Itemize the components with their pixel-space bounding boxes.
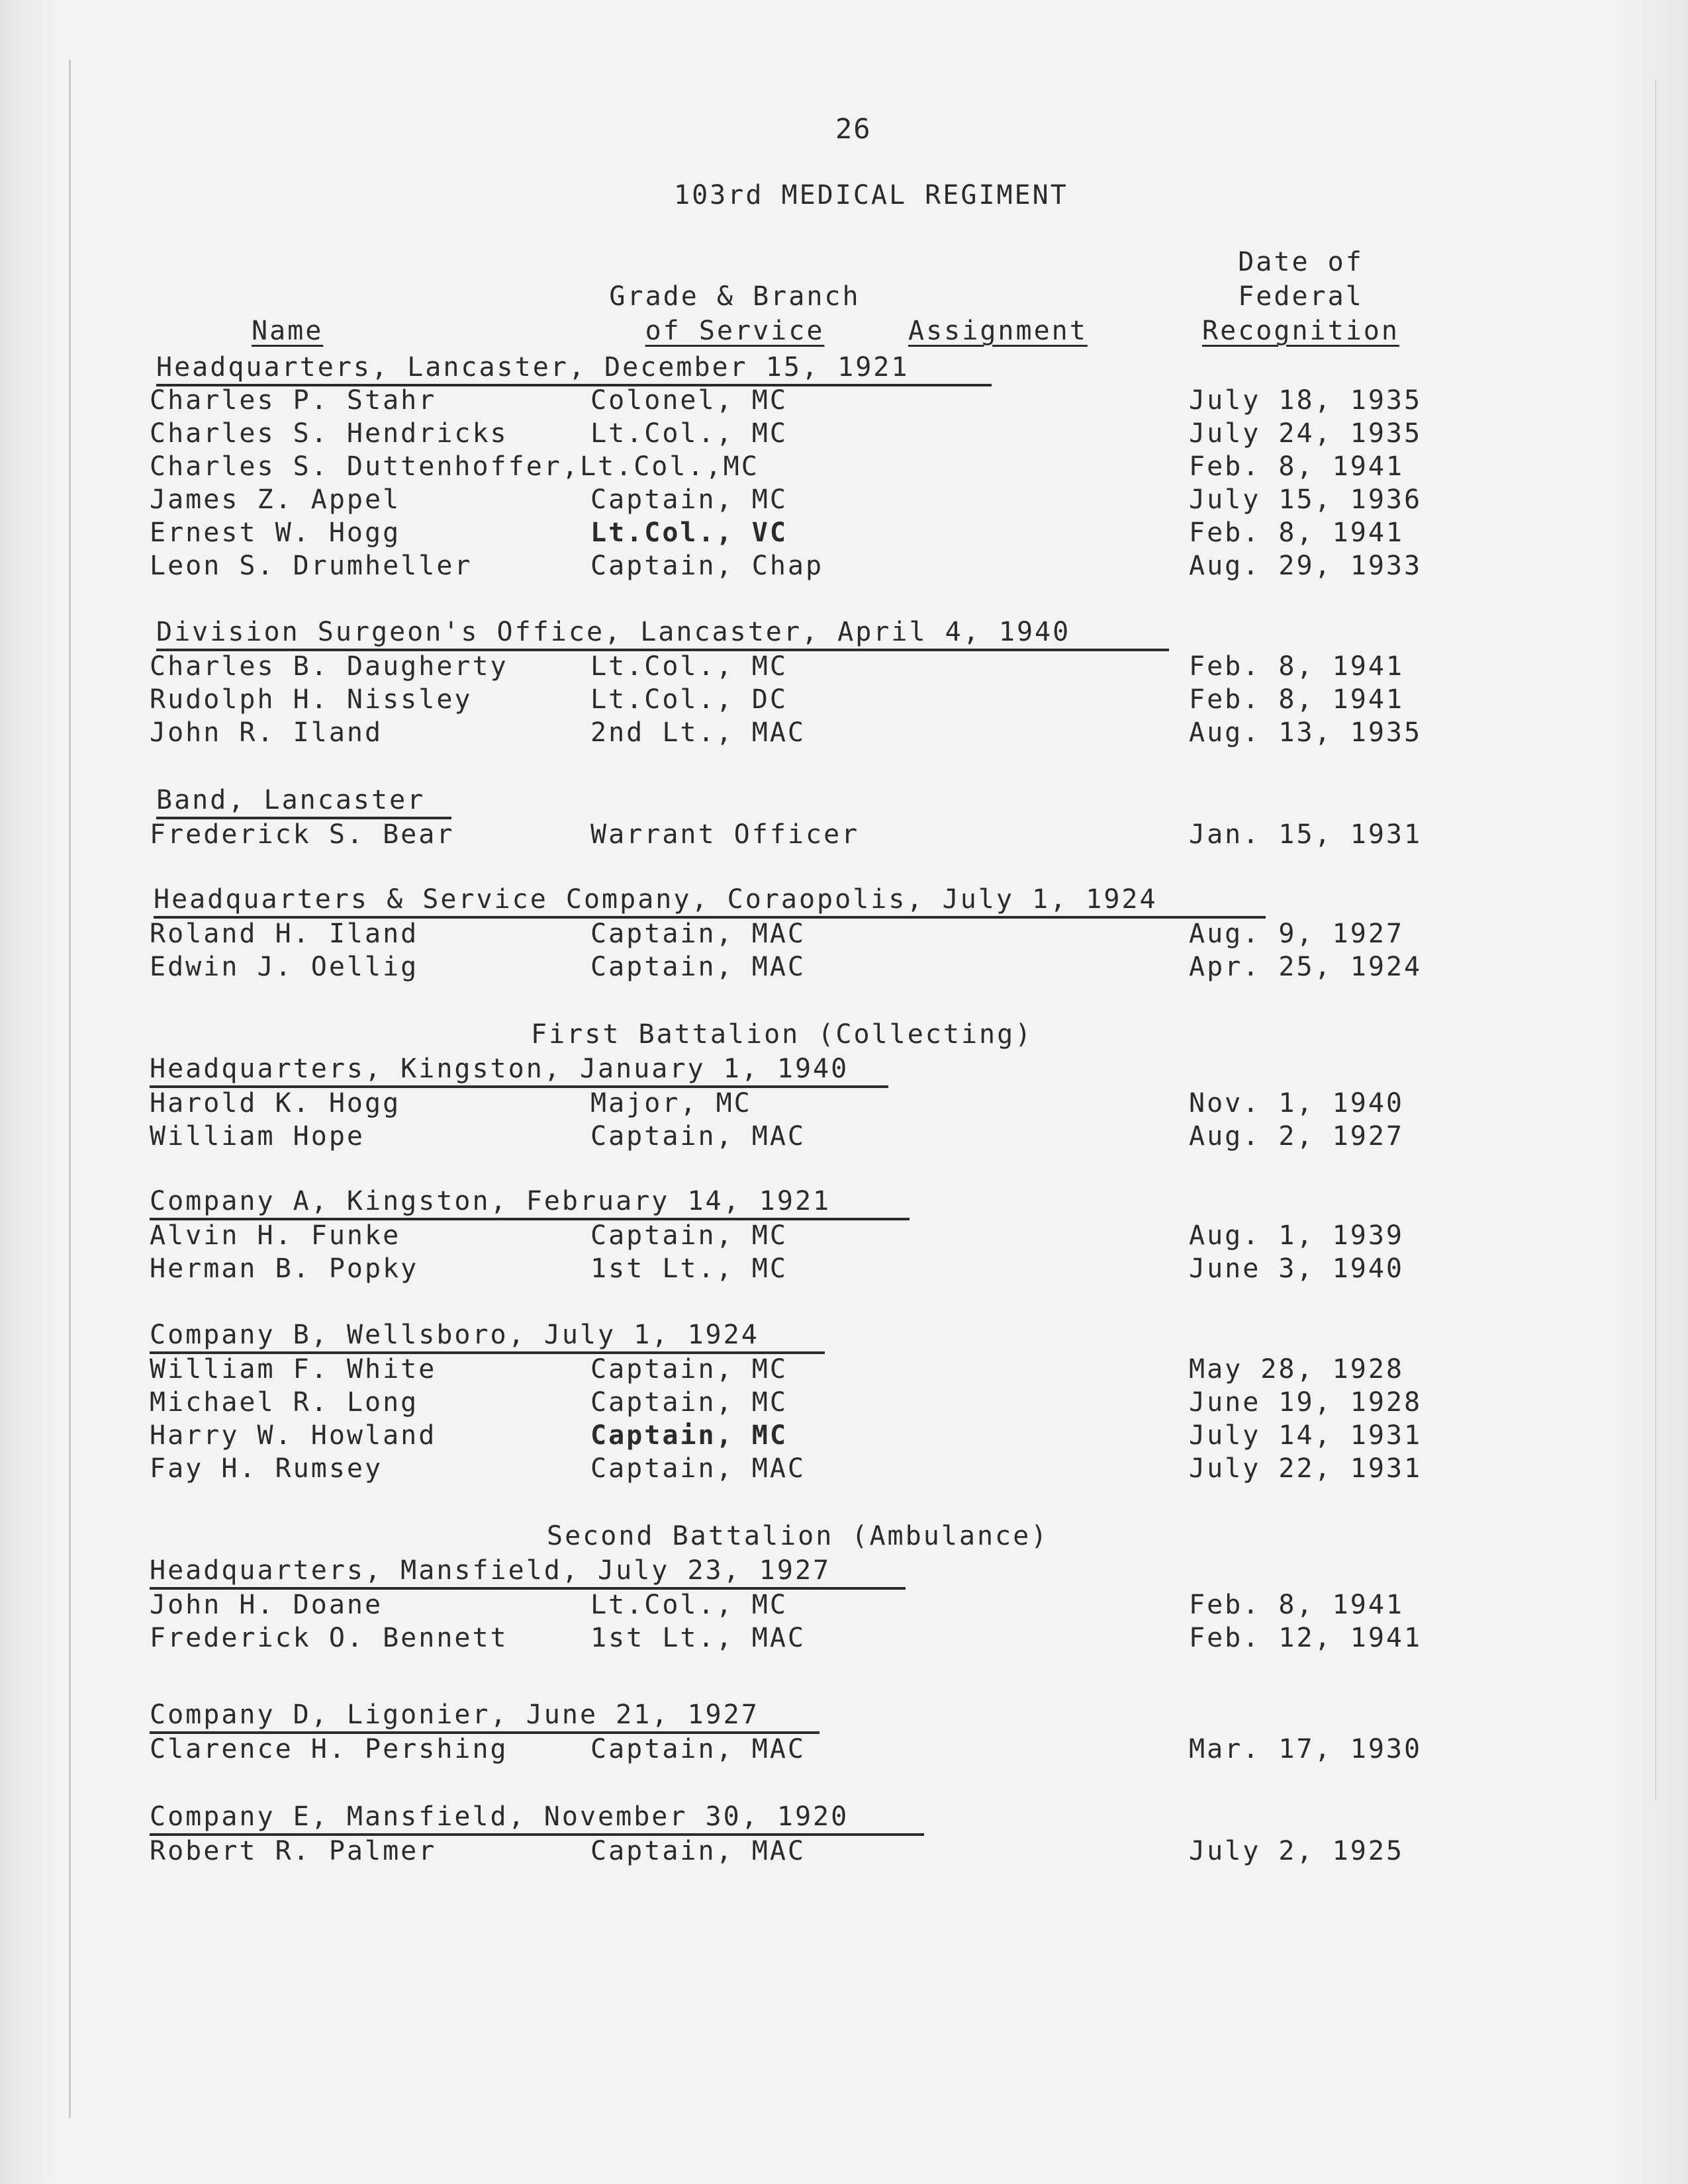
table-row xyxy=(0,1088,1688,1122)
row-name: William F. White xyxy=(150,1354,437,1385)
row-date: Feb. 12, 1941 xyxy=(1189,1623,1423,1653)
table-row xyxy=(0,952,1688,986)
section-title: Headquarters & Service Company, Coraopolis, July 1, 1924 xyxy=(154,884,1158,915)
row-name: Frederick O. Bennett xyxy=(150,1623,508,1653)
row-grade: Colonel, MC xyxy=(590,385,788,416)
row-name: Rudolph H. Nissley xyxy=(150,684,473,715)
row-date: Aug. 2, 1927 xyxy=(1189,1121,1404,1152)
table-row xyxy=(0,1253,1688,1288)
table-row xyxy=(0,1121,1688,1156)
table-row xyxy=(0,484,1688,519)
page-number: 26 xyxy=(835,113,872,145)
row-name: Charles B. Daugherty xyxy=(150,651,508,682)
table-row xyxy=(0,1453,1688,1488)
table-row xyxy=(0,1420,1688,1455)
battalion-title: Second Battalion (Ambulance) xyxy=(547,1521,1049,1551)
row-date: Aug. 29, 1933 xyxy=(1189,551,1423,581)
table-row xyxy=(0,551,1688,585)
column-header-date xyxy=(1185,245,1417,348)
row-name: Harry W. Howland xyxy=(150,1420,437,1451)
section-title: Headquarters, Kingston, January 1, 1940 xyxy=(150,1054,849,1084)
row-date: Feb. 8, 1941 xyxy=(1189,684,1404,715)
row-grade: Lt.Col., MC xyxy=(590,418,788,449)
row-date: June 19, 1928 xyxy=(1189,1387,1423,1418)
row-grade: Lt.Col., MC xyxy=(590,651,788,682)
row-name: Robert R. Palmer xyxy=(150,1836,437,1866)
row-name: Michael R. Long xyxy=(150,1387,419,1418)
battalion-title: First Battalion (Collecting) xyxy=(531,1019,1033,1050)
section-title: Band, Lancaster xyxy=(156,785,426,815)
header-date-line2: Federal xyxy=(1238,281,1364,312)
section-title: Company D, Ligonier, June 21, 1927 xyxy=(150,1700,759,1730)
row-date: May 28, 1928 xyxy=(1189,1354,1404,1385)
table-row xyxy=(0,451,1688,486)
section-title: Headquarters, Mansfield, July 23, 1927 xyxy=(150,1555,831,1586)
section-title: Division Surgeon's Office, Lancaster, April 4, 1940 xyxy=(156,617,1071,647)
row-date: Aug. 1, 1939 xyxy=(1189,1220,1404,1251)
table-row xyxy=(0,418,1688,453)
row-name: Leon S. Drumheller xyxy=(150,551,473,581)
row-date: Aug. 13, 1935 xyxy=(1189,717,1423,748)
table-row xyxy=(0,1387,1688,1422)
table-row xyxy=(0,717,1688,752)
row-date: July 15, 1936 xyxy=(1189,484,1423,515)
header-date-line3: Recognition xyxy=(1202,316,1399,346)
table-row xyxy=(0,1354,1688,1388)
column-header-name xyxy=(252,314,323,348)
row-name: Alvin H. Funke xyxy=(150,1220,401,1251)
row-name: Harold K. Hogg xyxy=(150,1088,401,1118)
row-grade: Captain, Chap xyxy=(590,551,824,581)
row-date: July 14, 1931 xyxy=(1189,1420,1423,1451)
document-title: 103rd MEDICAL REGIMENT xyxy=(674,180,1068,210)
row-grade: Captain, MC xyxy=(590,1420,788,1451)
row-date: Feb. 8, 1941 xyxy=(1189,651,1404,682)
row-grade: 2nd Lt., MAC xyxy=(590,717,806,748)
header-grade-line1: Grade & Branch xyxy=(609,281,861,312)
row-grade: Warrant Officer xyxy=(590,819,860,850)
row-date: Nov. 1, 1940 xyxy=(1189,1088,1404,1118)
row-date: Feb. 8, 1941 xyxy=(1189,451,1404,482)
table-row xyxy=(0,919,1688,953)
row-grade: Captain, MAC xyxy=(590,1121,806,1152)
row-date: July 22, 1931 xyxy=(1189,1453,1423,1484)
row-date: Feb. 8, 1941 xyxy=(1189,518,1404,548)
table-row xyxy=(0,1220,1688,1255)
row-name: Charles P. Stahr xyxy=(150,385,437,416)
table-row xyxy=(0,1623,1688,1657)
row-grade: Lt.Col., MC xyxy=(590,1590,788,1620)
table-row xyxy=(0,1590,1688,1624)
row-date: Jan. 15, 1931 xyxy=(1189,819,1423,850)
row-grade: Captain, MAC xyxy=(590,1734,806,1764)
header-date-line1: Date of xyxy=(1238,247,1364,277)
row-name: Charles S. Duttenhoffer,Lt.Col.,MC xyxy=(150,451,759,482)
row-name: William Hope xyxy=(150,1121,365,1152)
row-date: July 18, 1935 xyxy=(1189,385,1423,416)
row-grade: Captain, MAC xyxy=(590,1836,806,1866)
row-grade: Captain, MAC xyxy=(590,952,806,982)
row-name: Charles S. Hendricks xyxy=(150,418,508,449)
section-title: Company B, Wellsboro, July 1, 1924 xyxy=(150,1320,759,1350)
header-grade-line2: of Service xyxy=(645,316,825,346)
row-grade: Captain, MAC xyxy=(590,919,806,949)
row-date: Feb. 8, 1941 xyxy=(1189,1590,1404,1620)
row-date: Apr. 25, 1924 xyxy=(1189,952,1423,982)
row-date: June 3, 1940 xyxy=(1189,1253,1404,1284)
row-name: Fay H. Rumsey xyxy=(150,1453,383,1484)
table-row xyxy=(0,819,1688,854)
row-name: Frederick S. Bear xyxy=(150,819,455,850)
row-grade: Lt.Col., VC xyxy=(590,518,788,548)
row-grade: 1st Lt., MC xyxy=(590,1253,788,1284)
row-date: July 2, 1925 xyxy=(1189,1836,1404,1866)
section-title: Company E, Mansfield, November 30, 1920 xyxy=(150,1801,849,1832)
header-assignment-label: Assignment xyxy=(908,316,1088,346)
row-name: James Z. Appel xyxy=(150,484,401,515)
row-date: July 24, 1935 xyxy=(1189,418,1423,449)
row-date: Mar. 17, 1930 xyxy=(1189,1734,1423,1764)
table-row xyxy=(0,1734,1688,1768)
row-grade: Captain, MC xyxy=(590,1354,788,1385)
row-name: John H. Doane xyxy=(150,1590,383,1620)
row-grade: Major, MC xyxy=(590,1088,752,1118)
row-name: Herman B. Popky xyxy=(150,1253,419,1284)
row-name: Roland H. Iland xyxy=(150,919,419,949)
table-row xyxy=(0,518,1688,552)
row-grade: Captain, MC xyxy=(590,484,788,515)
table-row xyxy=(0,651,1688,686)
row-date: Aug. 9, 1927 xyxy=(1189,919,1404,949)
section-title: Company A, Kingston, February 14, 1921 xyxy=(150,1186,831,1216)
row-grade: Lt.Col., DC xyxy=(590,684,788,715)
column-header-assignment xyxy=(908,314,1088,348)
row-grade: Captain, MC xyxy=(590,1387,788,1418)
row-grade: Captain, MAC xyxy=(590,1453,806,1484)
header-name-label: Name xyxy=(252,316,324,346)
table-row xyxy=(0,1836,1688,1870)
table-row xyxy=(0,385,1688,420)
row-name: Clarence H. Pershing xyxy=(150,1734,508,1764)
row-name: Ernest W. Hogg xyxy=(150,518,401,548)
table-row xyxy=(0,684,1688,719)
row-grade: Captain, MC xyxy=(590,1220,788,1251)
section-title: Headquarters, Lancaster, December 15, 1921 xyxy=(156,352,910,383)
column-header-grade xyxy=(583,279,887,348)
row-grade: 1st Lt., MAC xyxy=(590,1623,806,1653)
row-name: John R. Iland xyxy=(150,717,383,748)
row-name: Edwin J. Oellig xyxy=(150,952,419,982)
